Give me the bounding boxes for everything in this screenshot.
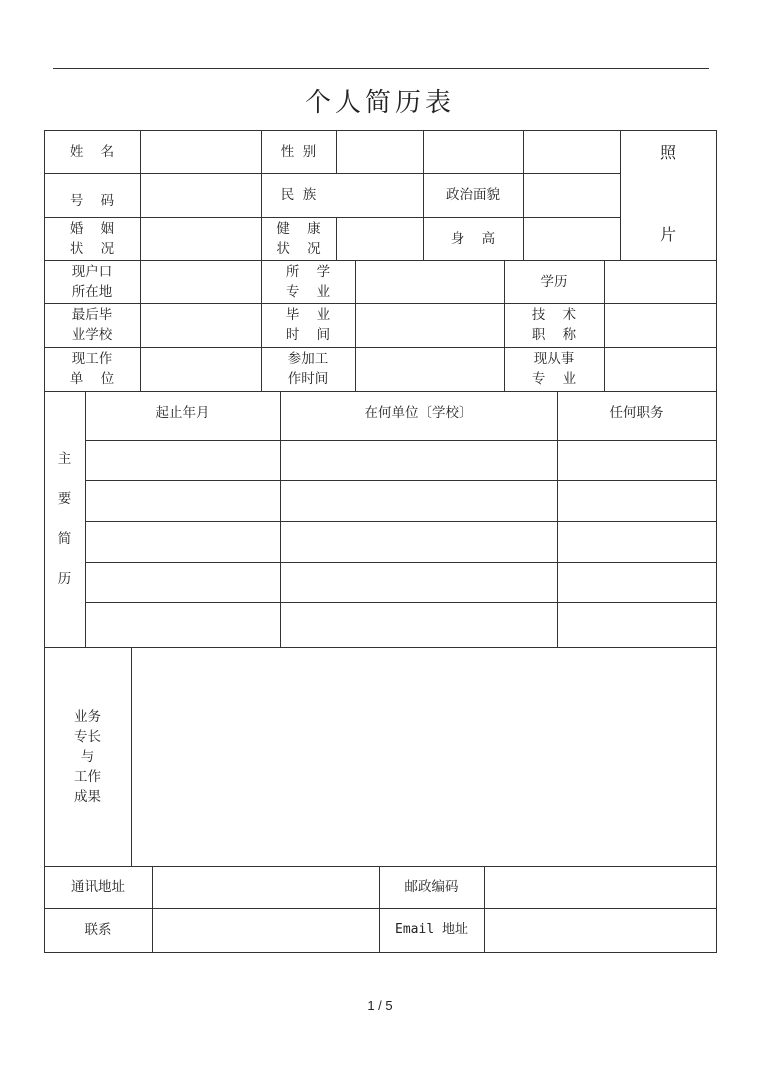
achievements-field[interactable] <box>132 648 716 866</box>
current-major-field[interactable] <box>605 348 715 391</box>
resume-row[interactable] <box>86 603 716 647</box>
major-label: 所 学 专 业 <box>285 263 331 300</box>
current-major-label: 现从事 专 业 <box>531 351 577 387</box>
household-field[interactable] <box>141 261 260 303</box>
address-label: 通讯地址 <box>71 879 125 895</box>
phone-field[interactable] <box>153 909 379 952</box>
school-field[interactable] <box>141 304 260 347</box>
household-label: 现户口 所在地 <box>71 263 113 300</box>
education-label: 学历 <box>540 273 568 290</box>
health-field[interactable] <box>337 218 422 260</box>
photo-label-2: 片 <box>659 225 676 244</box>
tech-title-field[interactable] <box>605 304 715 347</box>
address-field[interactable] <box>153 867 379 908</box>
photo-box[interactable] <box>621 131 715 260</box>
resume-form <box>44 130 717 953</box>
work-start-field[interactable] <box>356 348 503 391</box>
major-field[interactable] <box>356 261 503 303</box>
workplace-label: 现工作 单 位 <box>69 351 115 387</box>
resume-row[interactable] <box>86 481 716 521</box>
ethnicity-field[interactable] <box>337 174 422 216</box>
number-label: 号 码 <box>69 193 115 209</box>
rule-bottom <box>44 952 717 953</box>
marital-field[interactable] <box>141 218 260 260</box>
header-rule <box>53 68 709 69</box>
blank-field-2[interactable] <box>524 131 619 173</box>
education-field[interactable] <box>605 261 715 303</box>
resume-col-position: 任何职务 <box>609 405 664 421</box>
ethnicity-label: 民 族 <box>280 187 317 203</box>
number-field[interactable] <box>141 174 260 216</box>
gender-field[interactable] <box>337 131 422 173</box>
height-label: 身 高 <box>450 230 496 247</box>
political-label: 政治面貌 <box>446 187 500 203</box>
tech-title-label: 技 术 职 称 <box>531 307 577 343</box>
postcode-label: 邮政编码 <box>404 879 459 895</box>
resume-side-label: 主 要 简 历 <box>57 451 72 587</box>
page-number: 1 / 5 <box>367 998 393 1013</box>
resume-col-unit: 在何单位〔学校〕 <box>364 405 473 421</box>
resume-row[interactable] <box>86 522 716 562</box>
blank-field-1[interactable] <box>424 131 522 173</box>
marital-label: 婚 姻 状 况 <box>69 220 115 257</box>
graduation-field[interactable] <box>356 304 503 347</box>
political-field[interactable] <box>524 174 619 216</box>
height-field[interactable] <box>524 218 619 260</box>
photo-label-1: 照 <box>659 143 676 162</box>
graduation-label: 毕 业 时 间 <box>285 307 331 343</box>
name-field[interactable] <box>141 131 260 173</box>
workplace-field[interactable] <box>141 348 260 391</box>
resume-row[interactable] <box>86 563 716 602</box>
health-label: 健 康 状 况 <box>276 220 321 257</box>
work-start-label: 参加工 作时间 <box>287 351 329 387</box>
gender-label: 性 别 <box>280 143 317 160</box>
phone-label: 联系 <box>84 922 112 938</box>
achievements-label: 业务 专长 与 工作 成果 <box>74 708 101 805</box>
rule-right <box>716 130 717 953</box>
postcode-field[interactable] <box>485 867 716 908</box>
name-label: 姓 名 <box>69 143 115 160</box>
page-title: 个人简历表 <box>304 88 455 118</box>
email-label: Email 地址 <box>395 922 468 937</box>
resume-col-period: 起止年月 <box>155 405 210 421</box>
resume-row[interactable] <box>86 441 716 480</box>
email-field[interactable] <box>485 909 716 952</box>
school-label: 最后毕 业学校 <box>71 307 113 343</box>
